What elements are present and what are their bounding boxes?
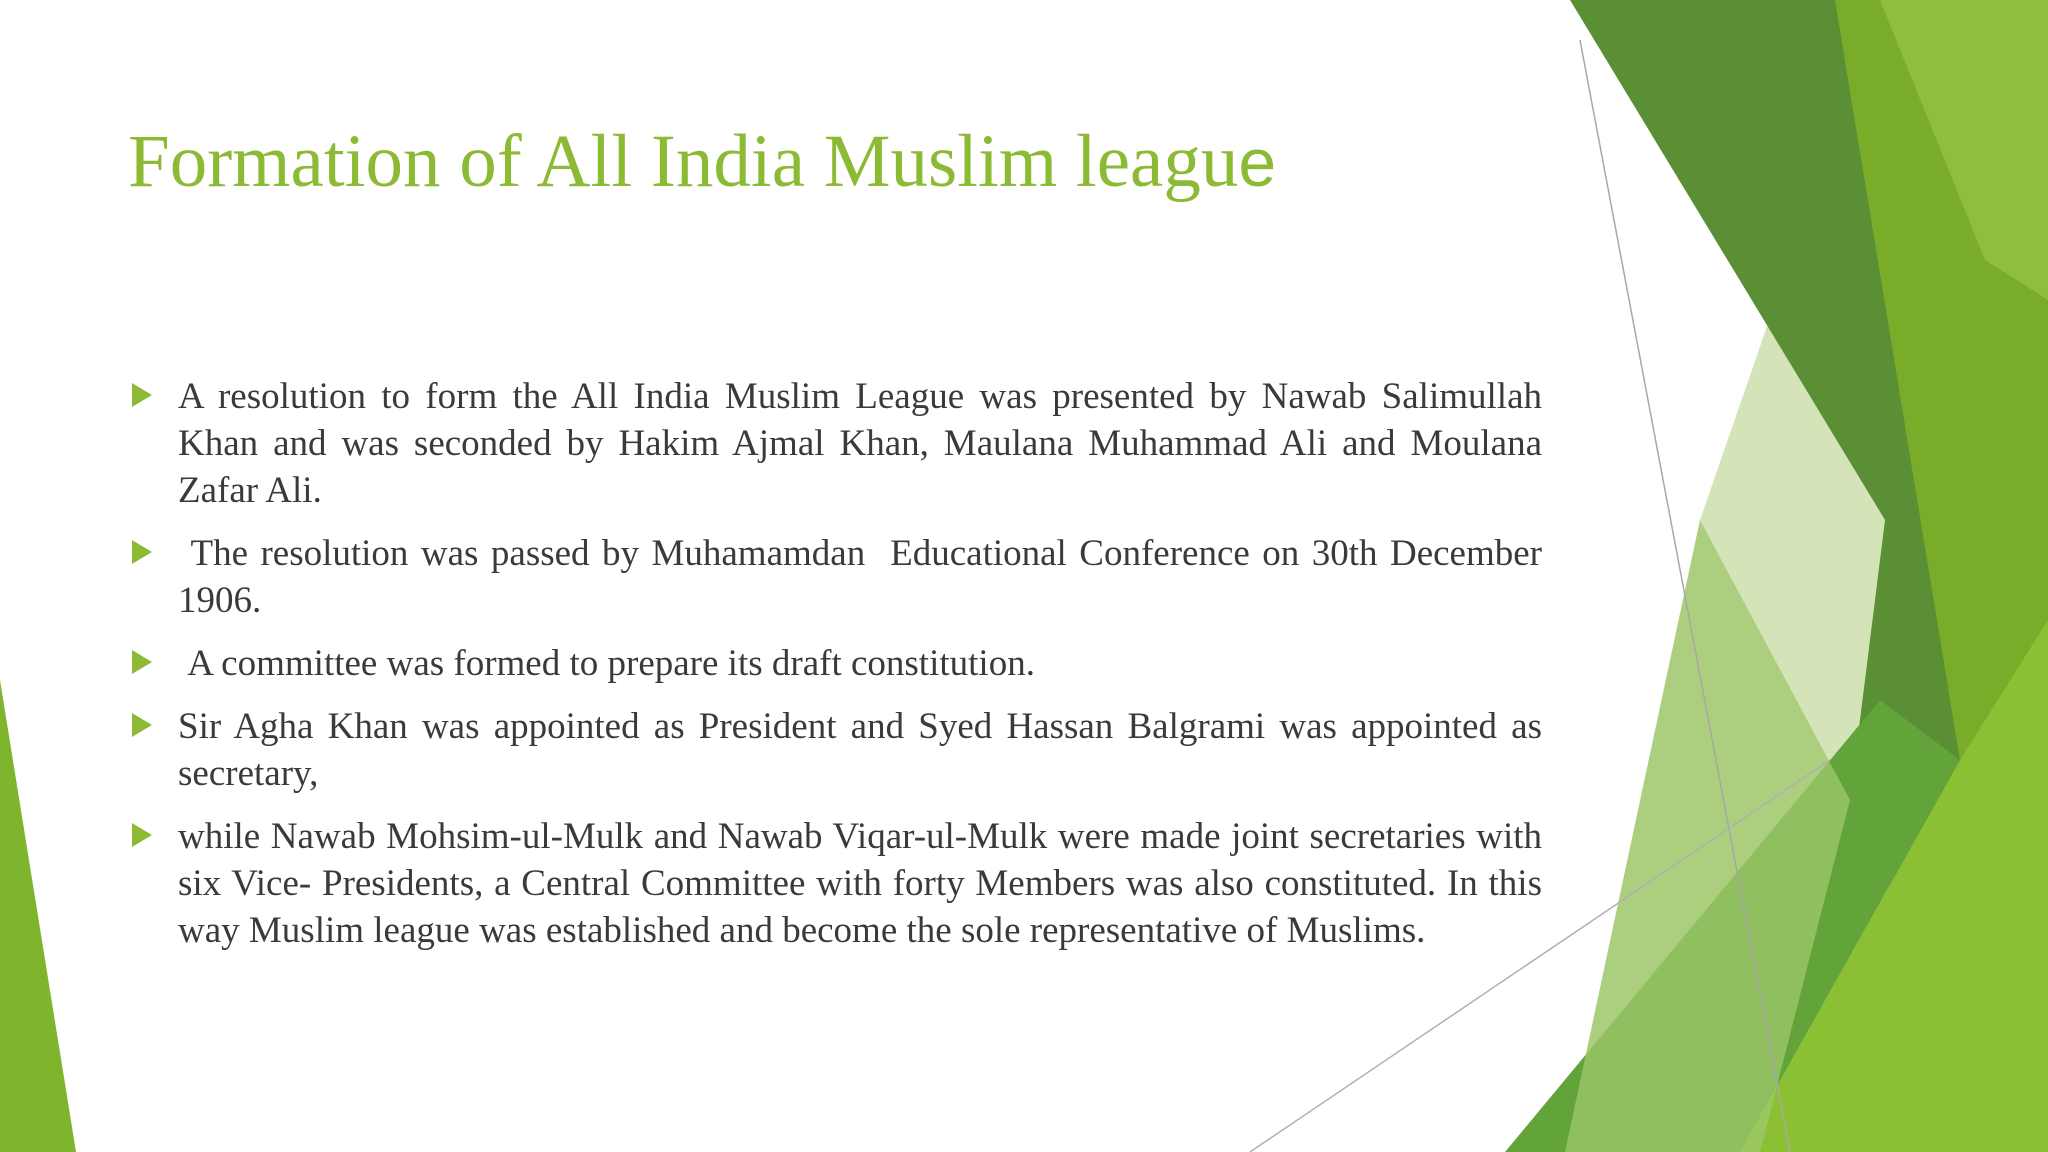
slide-title	[128, 112, 1276, 213]
bullet-item	[130, 813, 1542, 954]
triangle-right-icon	[132, 650, 152, 674]
bullet-text: Sir Agha Khan was appointed as President and Syed Hassan Balgrami was appointed as secretary,	[178, 706, 1542, 794]
triangle-right-icon	[132, 823, 152, 847]
slide-title-last-char: e	[1238, 125, 1277, 201]
triangle-right-icon	[132, 713, 152, 737]
bullet-item	[130, 530, 1542, 624]
bullet-item	[130, 640, 1542, 687]
bullet-text: The resolution was passed by Muhamamdan Educational Conference on 30th December 1906.	[178, 533, 1542, 621]
left-green-shape	[0, 680, 76, 1152]
bullet-text: A resolution to form the All India Muslim League was presented by Nawab Salimullah Khan and was seconded by Hakim Ajmal Khan, Maulana Muhammad Ali and Moulana Zafar Ali.	[178, 376, 1542, 511]
bullet-item	[130, 373, 1542, 514]
bullet-item	[130, 703, 1542, 797]
slide-title-main: Formation of All India Muslim leagu	[128, 120, 1239, 203]
triangle-right-icon	[132, 540, 152, 564]
bullet-text: A committee was formed to prepare its draft constitution.	[178, 643, 1035, 684]
bullet-text: while Nawab Mohsim-ul-Mulk and Nawab Viqar-ul-Mulk were made joint secretaries with six Vice- Presidents, a Central Committee with forty Members was also constituted. In this way Muslim league was established and become the sole representative of Muslims.	[178, 816, 1542, 951]
triangle-right-icon	[132, 383, 152, 407]
bullet-list	[130, 373, 1542, 970]
